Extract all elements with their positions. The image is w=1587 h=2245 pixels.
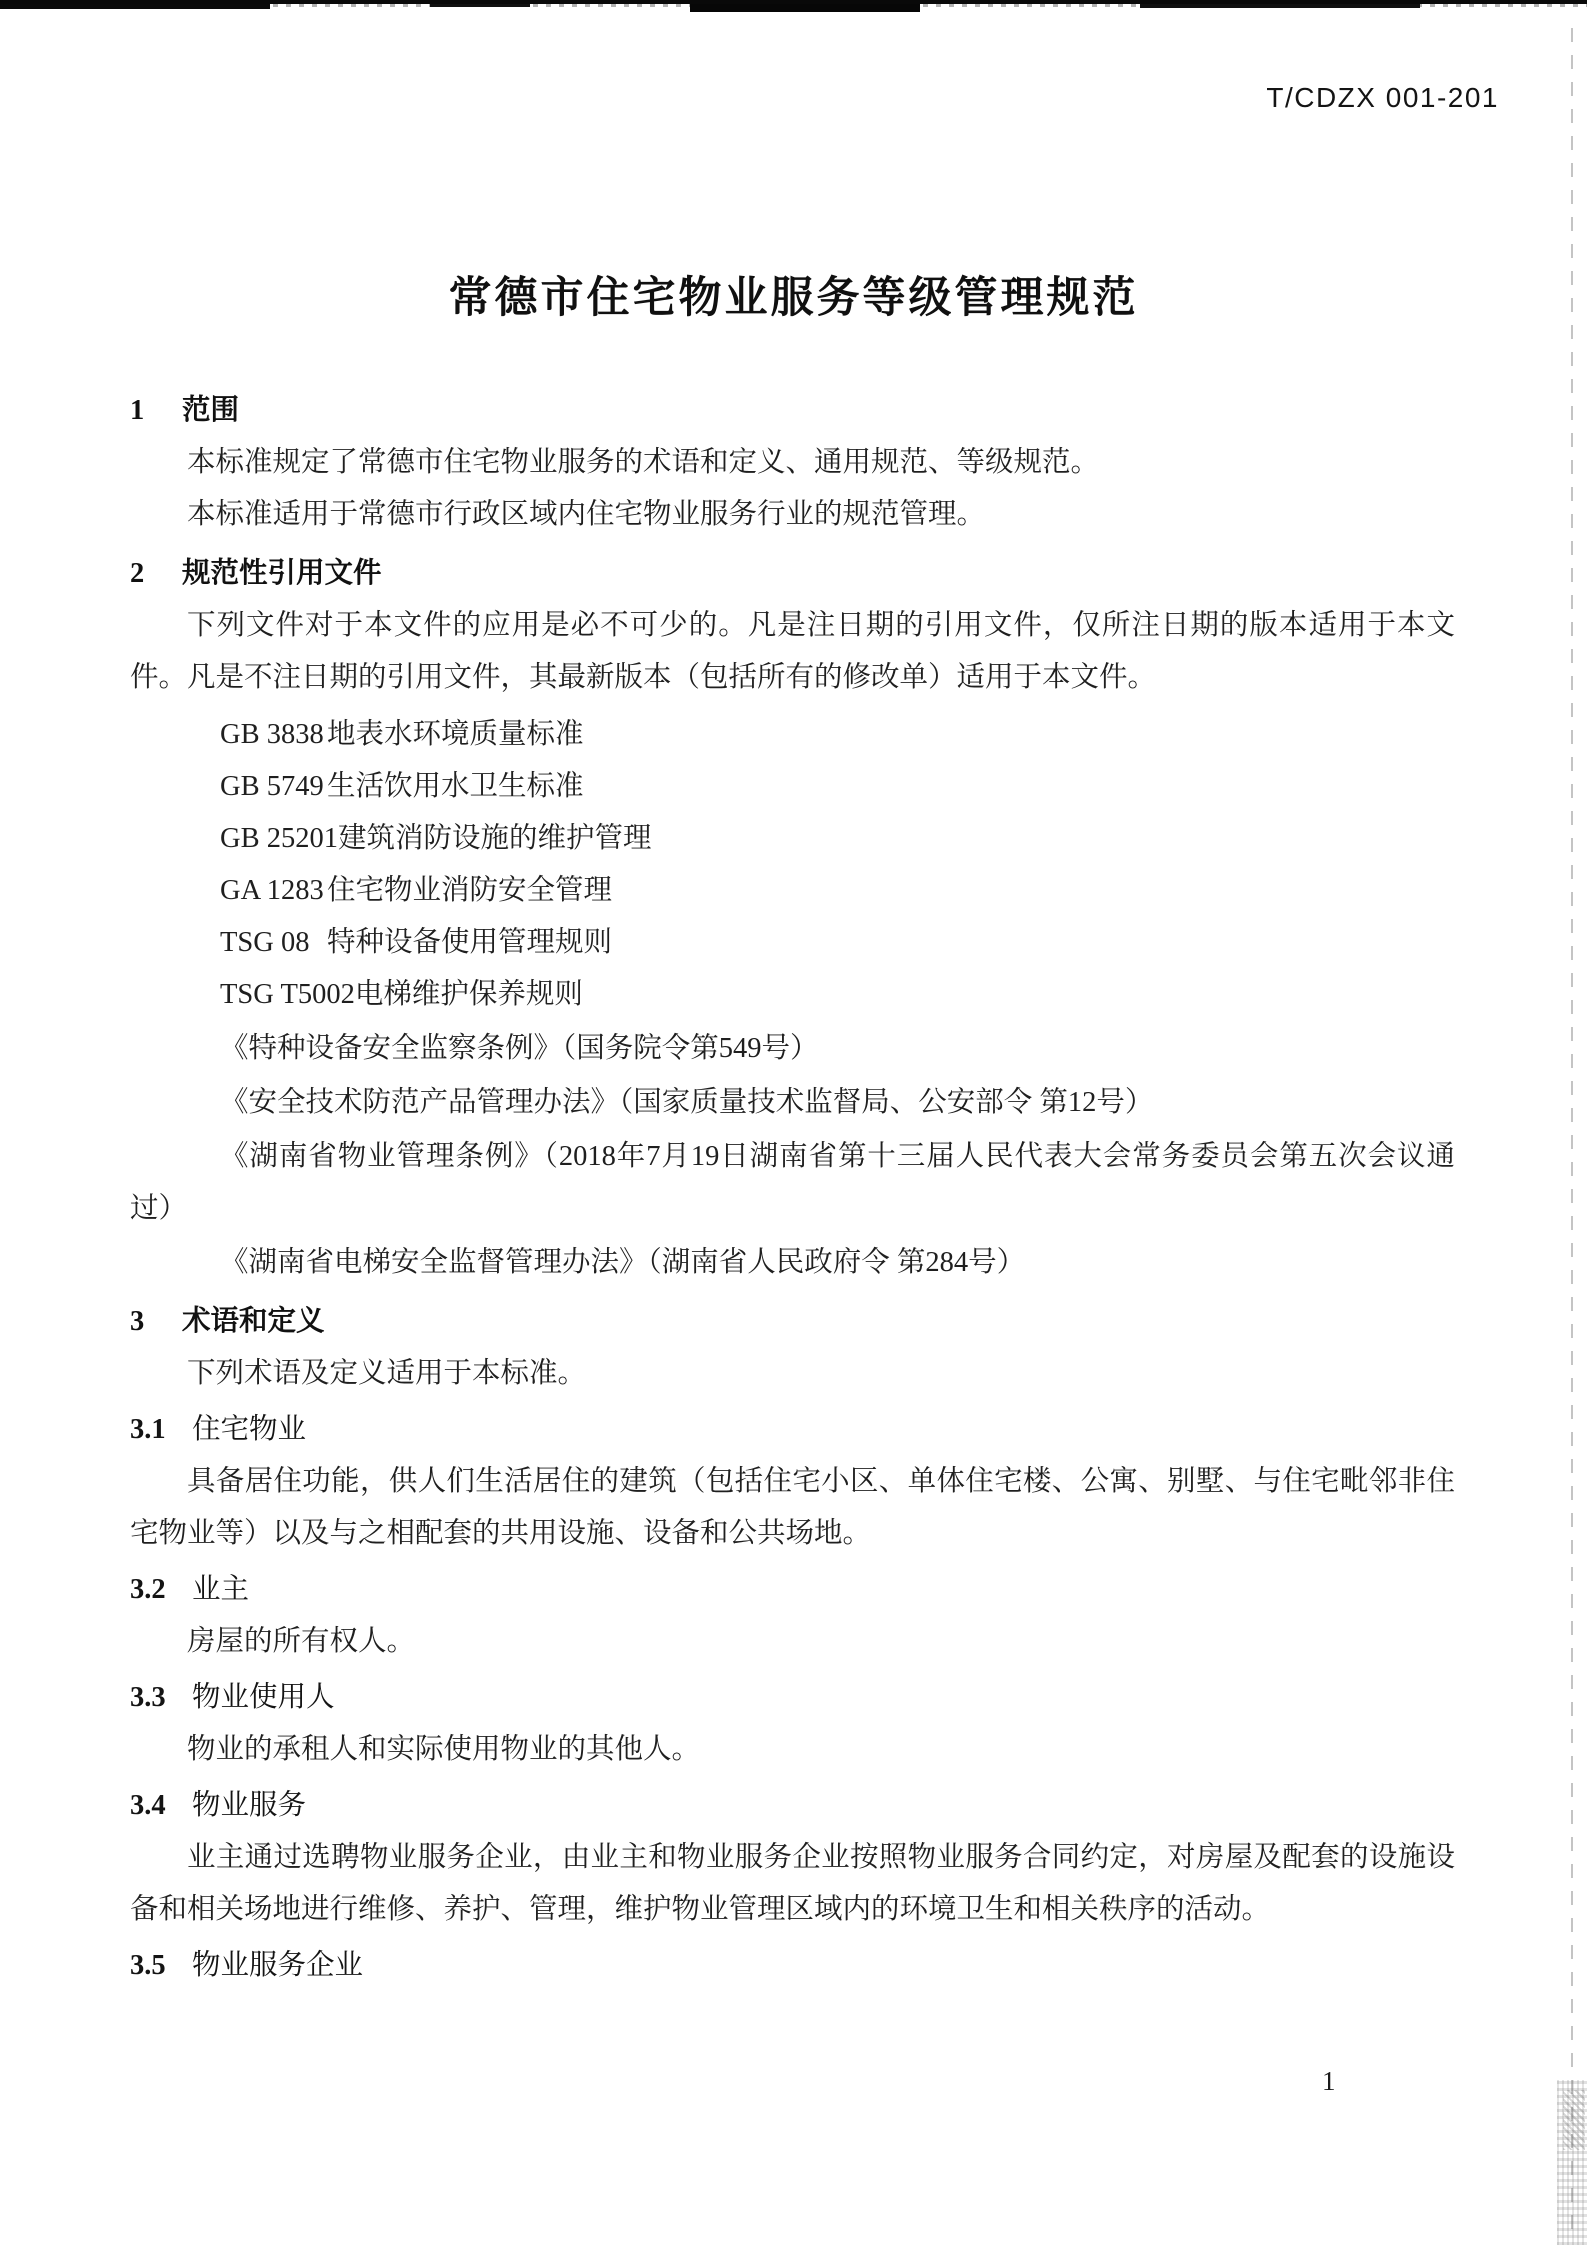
term-name: 物业服务 <box>192 1790 307 1821</box>
term-number: 3.5 <box>130 1950 166 1981</box>
reference-title: 住宅物业消防安全管理 <box>327 875 613 906</box>
scan-noise-right <box>1563 2090 1585 2150</box>
term-definition-3-4: 业主通过选聘物业服务企业，由业主和物业服务企业按照物业服务合同约定，对房屋及配套的设施设备和相关场地进行维修、养护、管理，维护物业管理区域内的环境卫生和相关秩序的活动。 <box>130 1842 1455 1925</box>
reference-code: TSG 08 <box>220 927 310 958</box>
doc-number: T/CDZX 001-201 <box>1266 82 1499 113</box>
section-2-number: 2 <box>130 558 145 589</box>
reference-row <box>220 865 1455 917</box>
scan-artifact-top <box>0 0 1587 18</box>
document-body <box>130 384 1455 1992</box>
section-1-title: 范围 <box>182 394 240 426</box>
reference-code: GB 3838 <box>220 719 324 750</box>
section-2-heading <box>130 547 1455 600</box>
normative-references-list <box>130 709 1455 1021</box>
term-definition-3-3: 物业的承租人和实际使用物业的其他人。 <box>187 1734 701 1765</box>
reference-code: TSG T5002 <box>220 979 355 1010</box>
reference-title: 特种设备使用管理规则 <box>327 927 613 958</box>
section-3-heading <box>130 1295 1455 1348</box>
term-number: 3.4 <box>130 1790 166 1821</box>
section-1-paragraph-2: 本标准适用于常德市行政区域内住宅物业服务行业的规范管理。 <box>187 499 986 530</box>
reference-title: 生活饮用水卫生标准 <box>327 771 584 802</box>
reference-code: GB 5749 <box>220 771 324 802</box>
reference-code: GA 1283 <box>220 875 324 906</box>
term-name: 业主 <box>192 1574 250 1605</box>
term-name: 住宅物业 <box>192 1414 307 1445</box>
term-number: 3.1 <box>130 1414 166 1445</box>
section-1-number: 1 <box>130 395 145 426</box>
page-title: 常德市住宅物业服务等级管理规范 <box>448 274 1139 322</box>
cited-document: 《特种设备安全监察条例》（国务院令第549号） <box>220 1033 819 1064</box>
page-number: 1 <box>1322 2066 1336 2096</box>
term-heading-3-1 <box>130 1404 1455 1456</box>
cited-document: 《安全技术防范产品管理办法》（国家质量技术监督局、公安部令 第12号） <box>220 1087 1154 1118</box>
scan-artifact-right-line <box>1571 28 1573 2238</box>
term-heading-3-2 <box>130 1564 1455 1616</box>
reference-row <box>220 969 1455 1021</box>
section-1-paragraph-1: 本标准规定了常德市住宅物业服务的术语和定义、通用规范、等级规范。 <box>187 447 1100 478</box>
cited-document: 《湖南省物业管理条例》（2018年7月19日湖南省第十三届人民代表大会常务委员会第五次会议通过） <box>130 1141 1455 1224</box>
reference-row <box>220 917 1455 969</box>
term-number: 3.3 <box>130 1682 166 1713</box>
term-heading-3-3 <box>130 1672 1455 1724</box>
term-heading-3-5 <box>130 1940 1455 1992</box>
reference-row <box>220 761 1455 813</box>
term-name: 物业使用人 <box>192 1682 335 1713</box>
section-1-heading <box>130 384 1455 437</box>
term-name: 物业服务企业 <box>192 1950 364 1981</box>
reference-title: 地表水环境质量标准 <box>327 719 584 750</box>
term-heading-3-4 <box>130 1780 1455 1832</box>
section-2-intro: 下列文件对于本文件的应用是必不可少的。凡是注日期的引用文件，仅所注日期的版本适用于本文件。凡是不注日期的引用文件，其最新版本（包括所有的修改单）适用于本文件。 <box>130 610 1455 693</box>
reference-title: 建筑消防设施的维护管理 <box>337 823 652 854</box>
section-3-title: 术语和定义 <box>182 1305 325 1337</box>
section-3-number: 3 <box>130 1306 145 1337</box>
term-definition-3-2: 房屋的所有权人。 <box>187 1626 416 1657</box>
term-definition-3-1: 具备居住功能，供人们生活居住的建筑（包括住宅小区、单体住宅楼、公寓、别墅、与住宅毗邻非住宅物业等）以及与之相配套的共用设施、设备和公共场地。 <box>130 1466 1455 1549</box>
section-2-title: 规范性引用文件 <box>182 557 382 589</box>
cited-document: 《湖南省电梯安全监督管理办法》（湖南省人民政府令 第284号） <box>220 1247 1026 1278</box>
section-3-intro: 下列术语及定义适用于本标准。 <box>187 1358 587 1389</box>
reference-row <box>220 813 1455 865</box>
reference-code: GB 25201 <box>220 823 338 854</box>
reference-row <box>220 709 1455 761</box>
term-number: 3.2 <box>130 1574 166 1605</box>
reference-title: 电梯维护保养规则 <box>354 979 583 1010</box>
